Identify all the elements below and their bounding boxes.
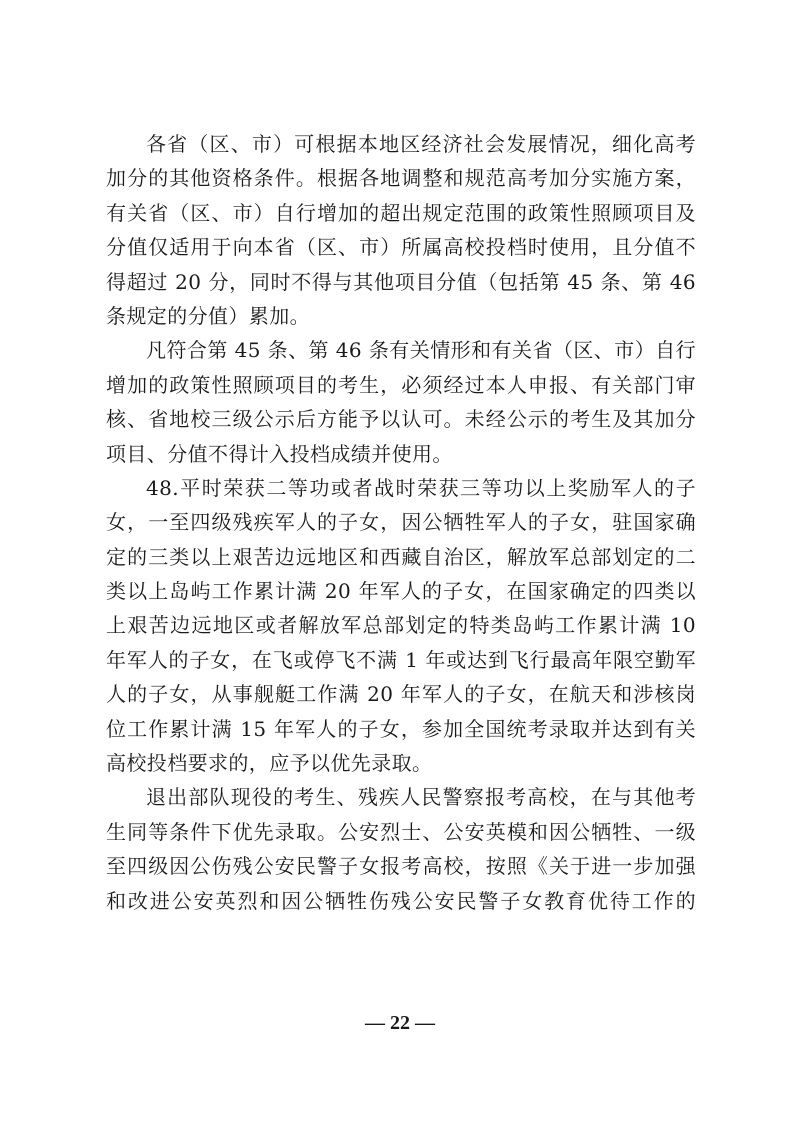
text-line: 得超过 20 分，同时不得与其他项目分值（包括第 45 条、第 46 xyxy=(106,269,696,294)
body-text xyxy=(106,127,696,918)
paragraph-2 xyxy=(106,333,696,471)
text-line: 至四级因公伤残公安民警子女报考高校，按照《关于进一步加强 xyxy=(106,854,696,879)
text-line: 分值仅适用于向本省（区、市）所属高校投档时使用，且分值不 xyxy=(106,235,696,260)
text-line: 人的子女，从事舰艇工作满 20 年军人的子女，在航天和涉核岗 xyxy=(106,682,696,707)
text-line: 类以上岛屿工作累计满 20 年军人的子女，在国家确定的四类以 xyxy=(106,579,696,604)
text-line: 上艰苦边远地区或者解放军总部划定的特类岛屿工作累计满 10 xyxy=(106,613,696,638)
page-number: — 22 — xyxy=(365,1012,435,1034)
paragraph-4 xyxy=(106,780,696,918)
text-line: 项目、分值不得计入投档成绩并使用。 xyxy=(106,441,453,466)
text-line: 退出部队现役的考生、残疾人民警察报考高校，在与其他考 xyxy=(146,785,696,810)
text-line: 凡符合第 45 条、第 46 条有关情形和有关省（区、市）自行 xyxy=(146,338,696,363)
text-line: 女，一至四级残疾军人的子女，因公牺牲军人的子女，驻国家确 xyxy=(106,510,696,535)
text-line: 48.平时荣获二等功或者战时荣获三等功以上奖励军人的子 xyxy=(146,475,696,500)
text-line: 高校投档要求的，应予以优先录取。 xyxy=(106,751,433,776)
text-line: 年军人的子女，在飞或停飞不满 1 年或达到飞行最高年限空勤军 xyxy=(106,647,696,672)
text-line: 生同等条件下优先录取。公安烈士、公安英模和因公牺牲、一级 xyxy=(106,819,696,844)
text-line: 定的三类以上艰苦边远地区和西藏自治区，解放军总部划定的二 xyxy=(106,544,696,569)
text-line: 有关省（区、市）自行增加的超出规定范围的政策性照顾项目及 xyxy=(106,200,696,225)
paragraph-1 xyxy=(106,127,696,333)
text-line: 核、省地校三级公示后方能予以认可。未经公示的考生及其加分 xyxy=(106,407,696,432)
text-line: 条规定的分值）累加。 xyxy=(106,303,310,328)
paragraph-3 xyxy=(106,471,696,781)
text-line: 加分的其他资格条件。根据各地调整和规范高考加分实施方案， xyxy=(106,166,696,191)
text-line: 位工作累计满 15 年军人的子女，参加全国统考录取并达到有关 xyxy=(106,716,696,741)
text-line: 和改进公安英烈和因公牺牲伤残公安民警子女教育优待工作的 xyxy=(106,888,696,913)
text-line: 各省（区、市）可根据本地区经济社会发展情况，细化高考 xyxy=(146,132,696,156)
text-line: 增加的政策性照顾项目的考生，必须经过本人申报、有关部门审 xyxy=(106,372,696,397)
